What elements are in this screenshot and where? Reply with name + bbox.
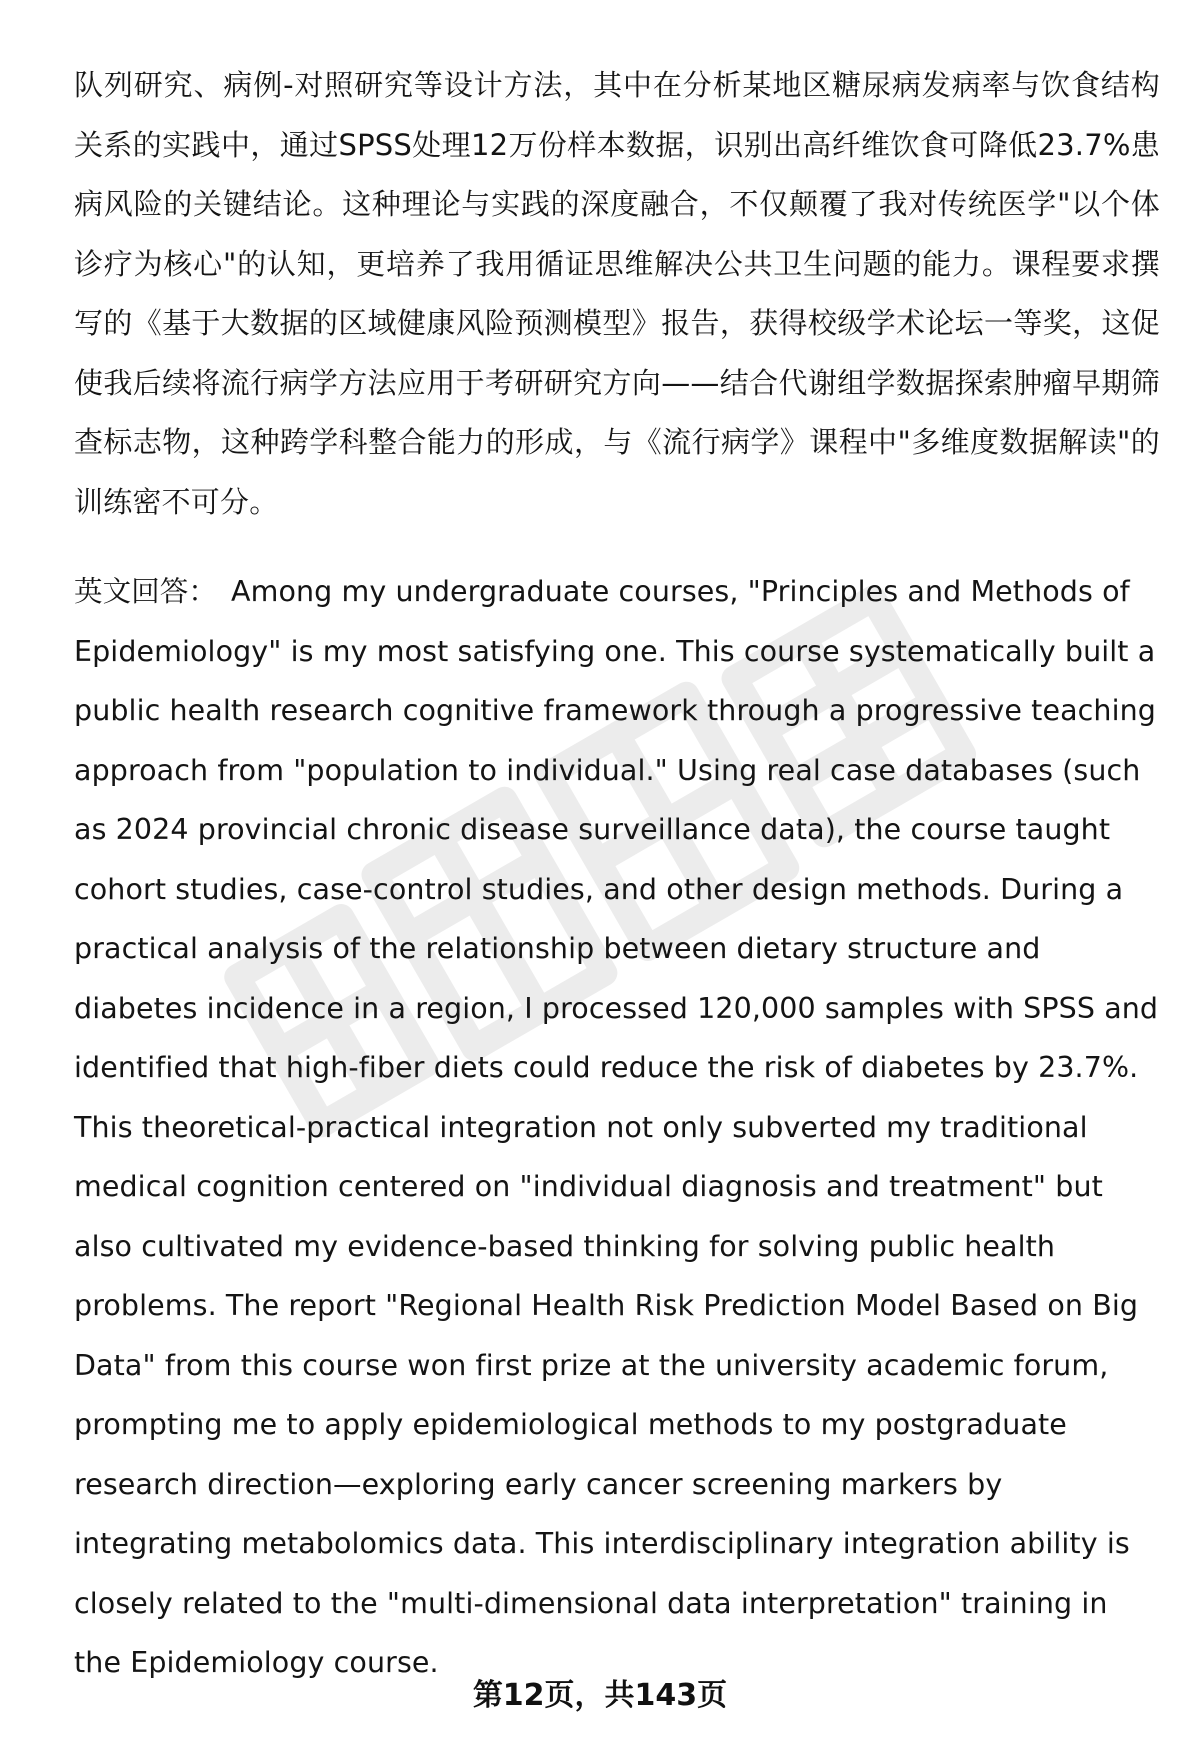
document-body: [74, 56, 1160, 1693]
english-answer-paragraph: [74, 562, 1160, 1693]
english-answer-text: Among my undergraduate courses, "Principles and Methods of Epidemiology" is my most satisfying one. This course systematically built a public health research cognitive framework through a progressive teaching approach from "population to individual." Using real case databases (such as 2024 provincial chronic disease surveillance data), the course taught cohort studies, case-control studies, and other design methods. During a practical analysis of the relationship between dietary structure and diabetes incidence in a region, I processed 120,000 samples with SPSS and identified that high-fiber diets could reduce the risk of diabetes by 23.7%. This theoretical-practical integration not only subverted my traditional medical cognition centered on "individual diagnosis and treatment" but also cultivated my evidence-based thinking for solving public health problems. The report "Regional Health Risk Prediction Model Based on Big Data" from this course won first prize at the university academic forum, prompting me to apply epidemiological methods to my postgraduate research direction—exploring early cancer screening markers by integrating metabolomics data. This interdisciplinary integration ability is closely related to the "multi-dimensional data interpretation" training in the Epidemiology course.: [74, 575, 1159, 1679]
page-number-footer: 第12页，共143页: [472, 1678, 728, 1713]
chinese-answer-paragraph: 队列研究、病例-对照研究等设计方法，其中在分析某地区糖尿病发病率与饮食结构关系的实践中，通过SPSS处理12万份样本数据，识别出高纤维饮食可降低23.7%患病风险的关键结论。这种理论与实践的深度融合，不仅颠覆了我对传统医学"以个体诊疗为核心"的认知，更培养了我用循证思维解决公共卫生问题的能力。课程要求撰写的《基于大数据的区域健康风险预测模型》报告，获得校级学术论坛一等奖，这促使我后续将流行病学方法应用于考研研究方向——结合代谢组学数据探索肿瘤早期筛查标志物，这种跨学科整合能力的形成，与《流行病学》课程中"多维度数据解读"的训练密不可分。: [74, 68, 1160, 519]
english-answer-label: 英文回答：: [74, 575, 218, 608]
